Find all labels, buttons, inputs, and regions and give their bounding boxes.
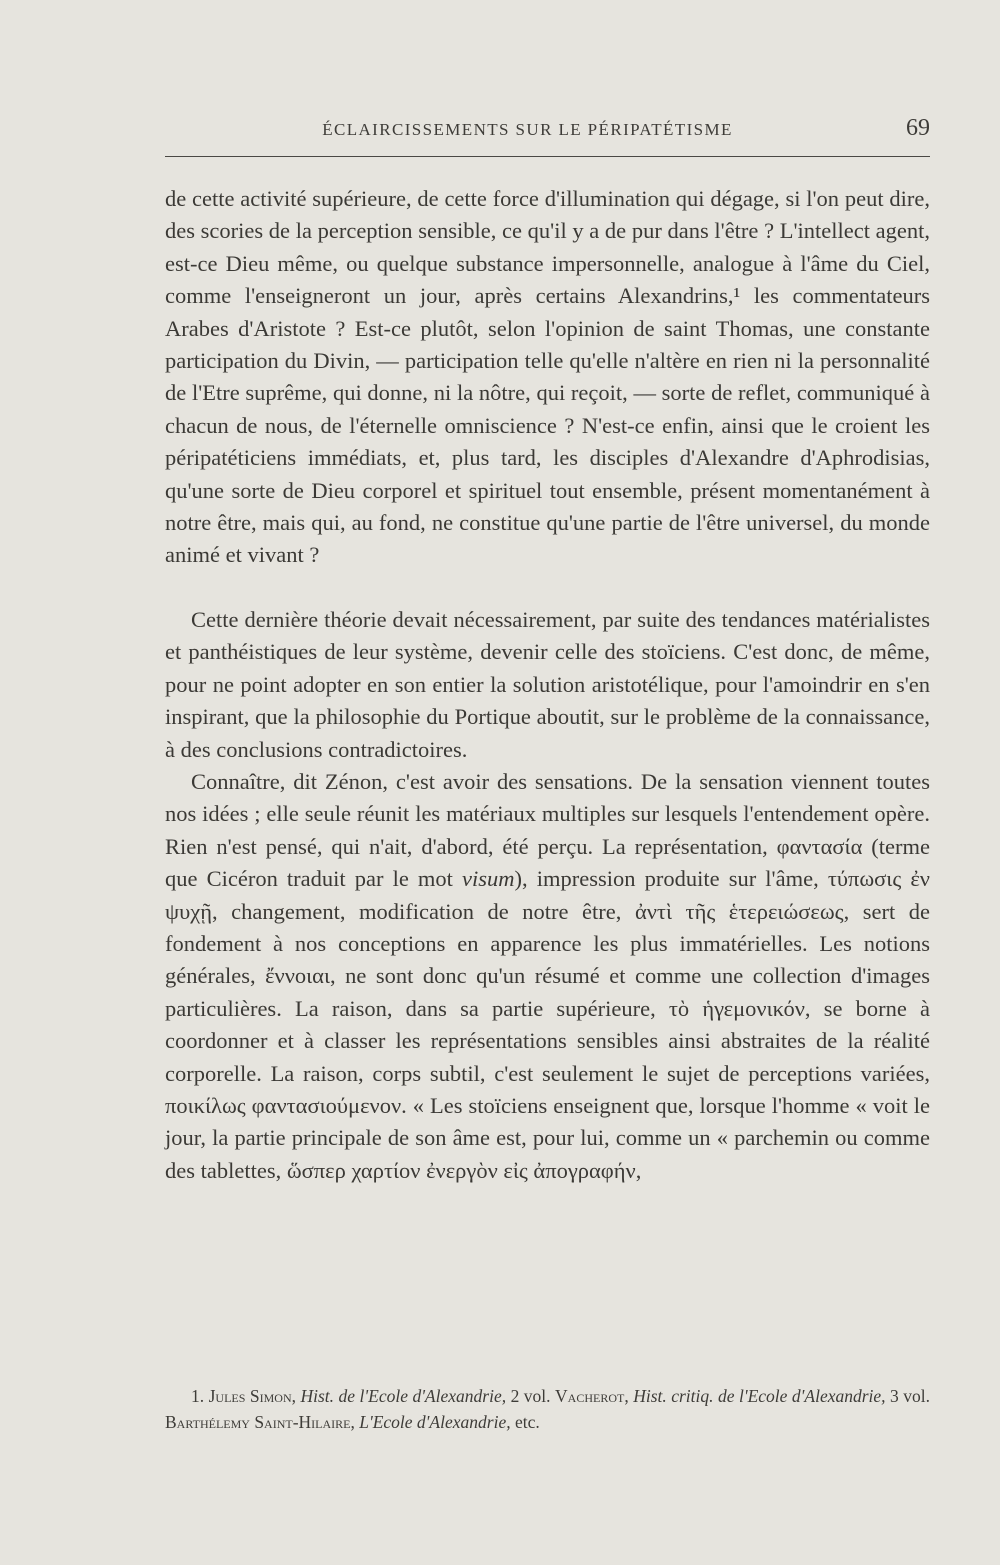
footnote-work-3: L'Ecole d'Alexandrie, xyxy=(359,1412,511,1432)
footnote-work-1: Hist. de l'Ecole d'Alexandrie, xyxy=(300,1386,507,1406)
running-head xyxy=(165,112,930,152)
paragraph-2: Cette dernière théorie devait nécessairement, par suite des tendances matérialistes et panthéistiques de leur système, devenir celle des stoïciens. C'est donc, de même, pour ne point adopter en son entier la solution aristotélique, pour l'amoindrir en s'en inspirant, que la philosophie du Portique aboutit, sur le problème de la connaissance, à des conclusions contradictoires. xyxy=(165,606,930,762)
footnote-number: 1. xyxy=(191,1386,205,1406)
footnote-volumes-1: 2 vol. xyxy=(510,1386,551,1406)
footnote-author-1: Jules Simon, xyxy=(208,1386,297,1406)
paragraph-3-part-b: ), impression produite sur l'âme, τύπωσις ἐν ψυχῇ, changement, modification de notre être, ἀντὶ τῆς ἑτερειώσεως, sert de fondement à nos conceptions en apparence les plus immatérielles. Les notions générales, ἔννοιαι, ne sont donc qu'un résumé et comme une collection d'images particulières. La raison, dans sa partie supérieure, τὸ ἡγεμονικόν, se borne à coordonner et à classer les représentations sensibles ainsi abstraites de la réalité corporelle. La raison, corps subtil, c'est seulement le sujet de perceptions variées, ποικίλως φαντασιούμενον. « Les stoïciens enseignent que, lorsque l'homme « voit le jour, la partie principale de son âme est, pour lui, comme un « parchemin ou comme des tablettes, ὥσπερ χαρτίον ἐνεργὸν εἰς ἀπογραφήν, xyxy=(165,866,930,1183)
paragraph-1: de cette activité supérieure, de cette force d'illumination qui dégage, si l'on peut dire, des scories de la perception sensible, ce qu'il y a de pur dans l'être ? L'intellect agent, est-ce Dieu même, ou quelque substance impersonnelle, analogue à l'âme du Ciel, comme l'enseigneront un jour, après certains Alexandrins,¹ les commentateurs Arabes d'Aristote ? Est-ce plutôt, selon l'opinion de saint Thomas, une constante participation du Divin, — participation telle qu'elle n'altère en rien ni la personnalité de l'Etre suprême, qui donne, ni la nôtre, qui reçoit, — sorte de reflet, communiqué à chacun de nous, de l'éternelle omniscience ? N'est-ce enfin, ainsi que le croient les péripatéticiens immédiats, et, plus tard, les disciples d'Alexandre d'Aphrodisias, qu'une sorte de Dieu corporel et spirituel tout ensemble, présent momentanément à notre être, mais qui, au fond, ne constitue qu'une partie de l'être universel, du monde animé et vivant ? xyxy=(165,186,930,568)
header-rule xyxy=(165,156,930,157)
paragraph-3 xyxy=(165,766,930,1187)
italic-visum: visum xyxy=(462,866,515,892)
footnote-volumes-2: 3 vol. xyxy=(890,1386,931,1406)
footnote-author-3: Barthélemy Saint-Hilaire, xyxy=(165,1412,355,1432)
footnote-etc: etc. xyxy=(514,1412,540,1432)
footnote-author-2: Vacherot, xyxy=(555,1386,629,1406)
footnote xyxy=(165,1383,930,1435)
footnote-work-2: Hist. critiq. de l'Ecole d'Alexandrie, xyxy=(633,1386,886,1406)
page-number: 69 xyxy=(906,115,930,141)
running-head-title: ÉCLAIRCISSEMENTS SUR LE PÉRIPATÉTISME xyxy=(322,120,733,139)
body-text xyxy=(165,183,930,1187)
footnote-1 xyxy=(165,1383,930,1435)
paragraph-3-part-a: Connaître, dit Zénon, c'est avoir des sensations. De la sensation viennent toutes nos idées ; elle seule réunit les matériaux multiples sur lesquels l'entendement opère. Rien n'est pensé, qui n'ait, d'abord, été perçu. La représentation, φαντασία (terme que Cicéron traduit par le mot xyxy=(165,768,930,892)
